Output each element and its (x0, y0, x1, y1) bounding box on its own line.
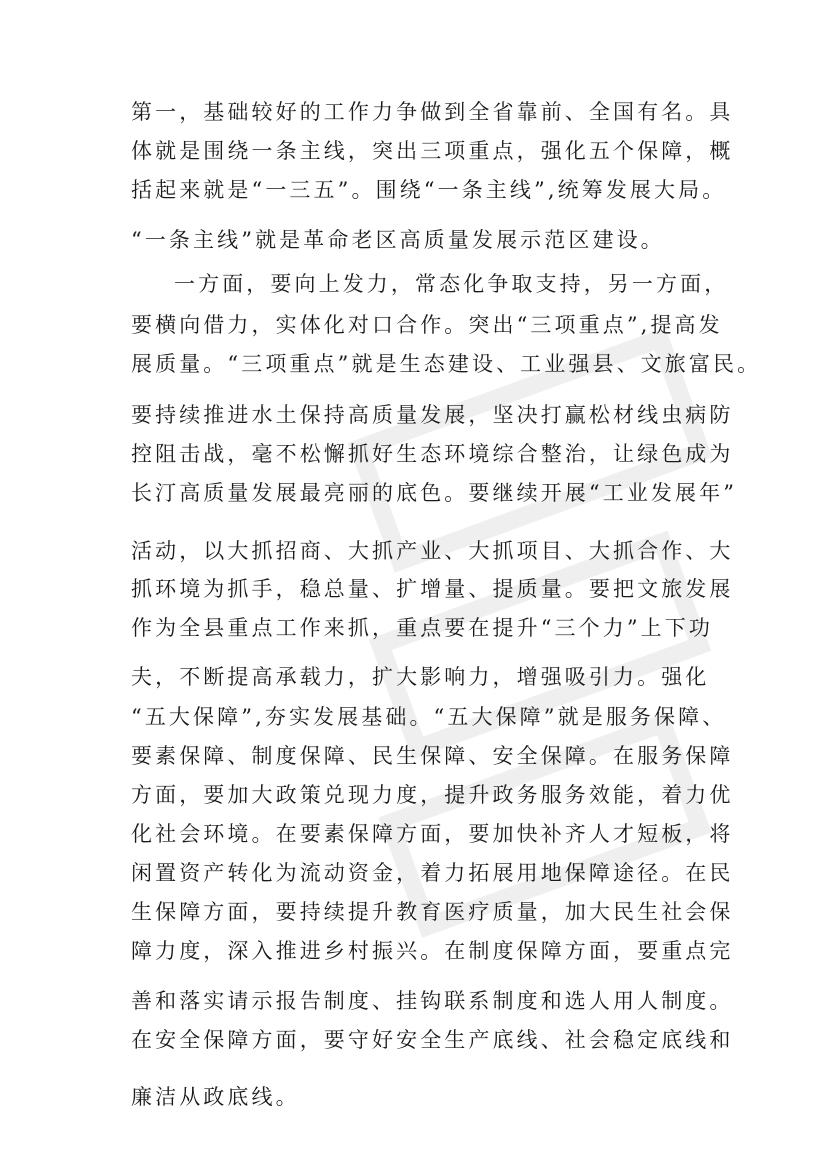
paragraph-line: 展质量。“三项重点”就是生态建设、工业强县、文旅富民。 (131, 352, 762, 376)
paragraph-line: 要持续推进水土保持高质量发展，坚决打赢松材线虫病防 (131, 403, 734, 427)
paragraph-line: 第一，基础较好的工作力争做到全省靠前、全国有名。具 (131, 100, 734, 124)
paragraph-line: 方面，要加大政策兑现力度，提升政务服务效能，着力优 (131, 783, 734, 807)
paragraph-line: 抓环境为抓手，稳总量、扩增量、提质量。要把文旅发展 (131, 577, 734, 601)
paragraph-line: 化社会环境。在要素保障方面，要加快补齐人才短板，将 (131, 822, 734, 846)
paragraph-line: 要素保障、制度保障、民生保障、安全保障。在服务保障 (131, 744, 734, 768)
paragraph-line: 长汀高质量发展最亮丽的底色。要继续开展“工业发展年” (131, 481, 738, 505)
paragraph-line: 一方面，要向上发力，常态化争取支持，另一方面， (174, 272, 729, 296)
paragraph-line: 要横向借力，实体化对口合作。突出“三项重点”,提高发 (131, 313, 723, 337)
paragraph-line: 生保障方面，要持续提升教育医疗质量，加大民生社会保 (131, 900, 734, 924)
paragraph-line: 障力度，深入推进乡村振兴。在制度保障方面，要重点完 (131, 939, 734, 963)
paragraph-line: 作为全县重点工作来抓，重点要在提升“三个力”上下功 (131, 616, 713, 640)
paragraph-line: 夫，不断提高承载力，扩大影响力，增强吸引力。强化 (131, 665, 710, 689)
paragraph-line: 活动，以大抓招商、大抓产业、大抓项目、大抓合作、大 (131, 539, 734, 563)
paragraph-line: 善和落实请示报告制度、挂钩联系制度和选人用人制度。 (131, 989, 734, 1013)
paragraph-line: “五大保障”,夯实发展基础。“五大保障”就是服务保障、 (131, 705, 727, 729)
paragraph-line: “一条主线”就是革命老区高质量发展示范区建设。 (131, 228, 665, 252)
paragraph-line: 体就是围绕一条主线，突出三项重点，强化五个保障，概 (131, 139, 734, 163)
paragraph-line: 廉洁从政底线。 (131, 1085, 300, 1109)
paragraph-line: 在安全保障方面，要守好安全生产底线、社会稳定底线和 (131, 1028, 734, 1052)
paragraph-line: 括起来就是“一三五”。围绕“一条主线”,统筹发展大局。 (131, 178, 727, 202)
paragraph-line: 控阻击战，毫不松懈抓好生态环境综合整治，让绿色成为 (131, 442, 734, 466)
paragraph-line: 闲置资产转化为流动资金，着力拓展用地保障途径。在民 (131, 861, 734, 885)
